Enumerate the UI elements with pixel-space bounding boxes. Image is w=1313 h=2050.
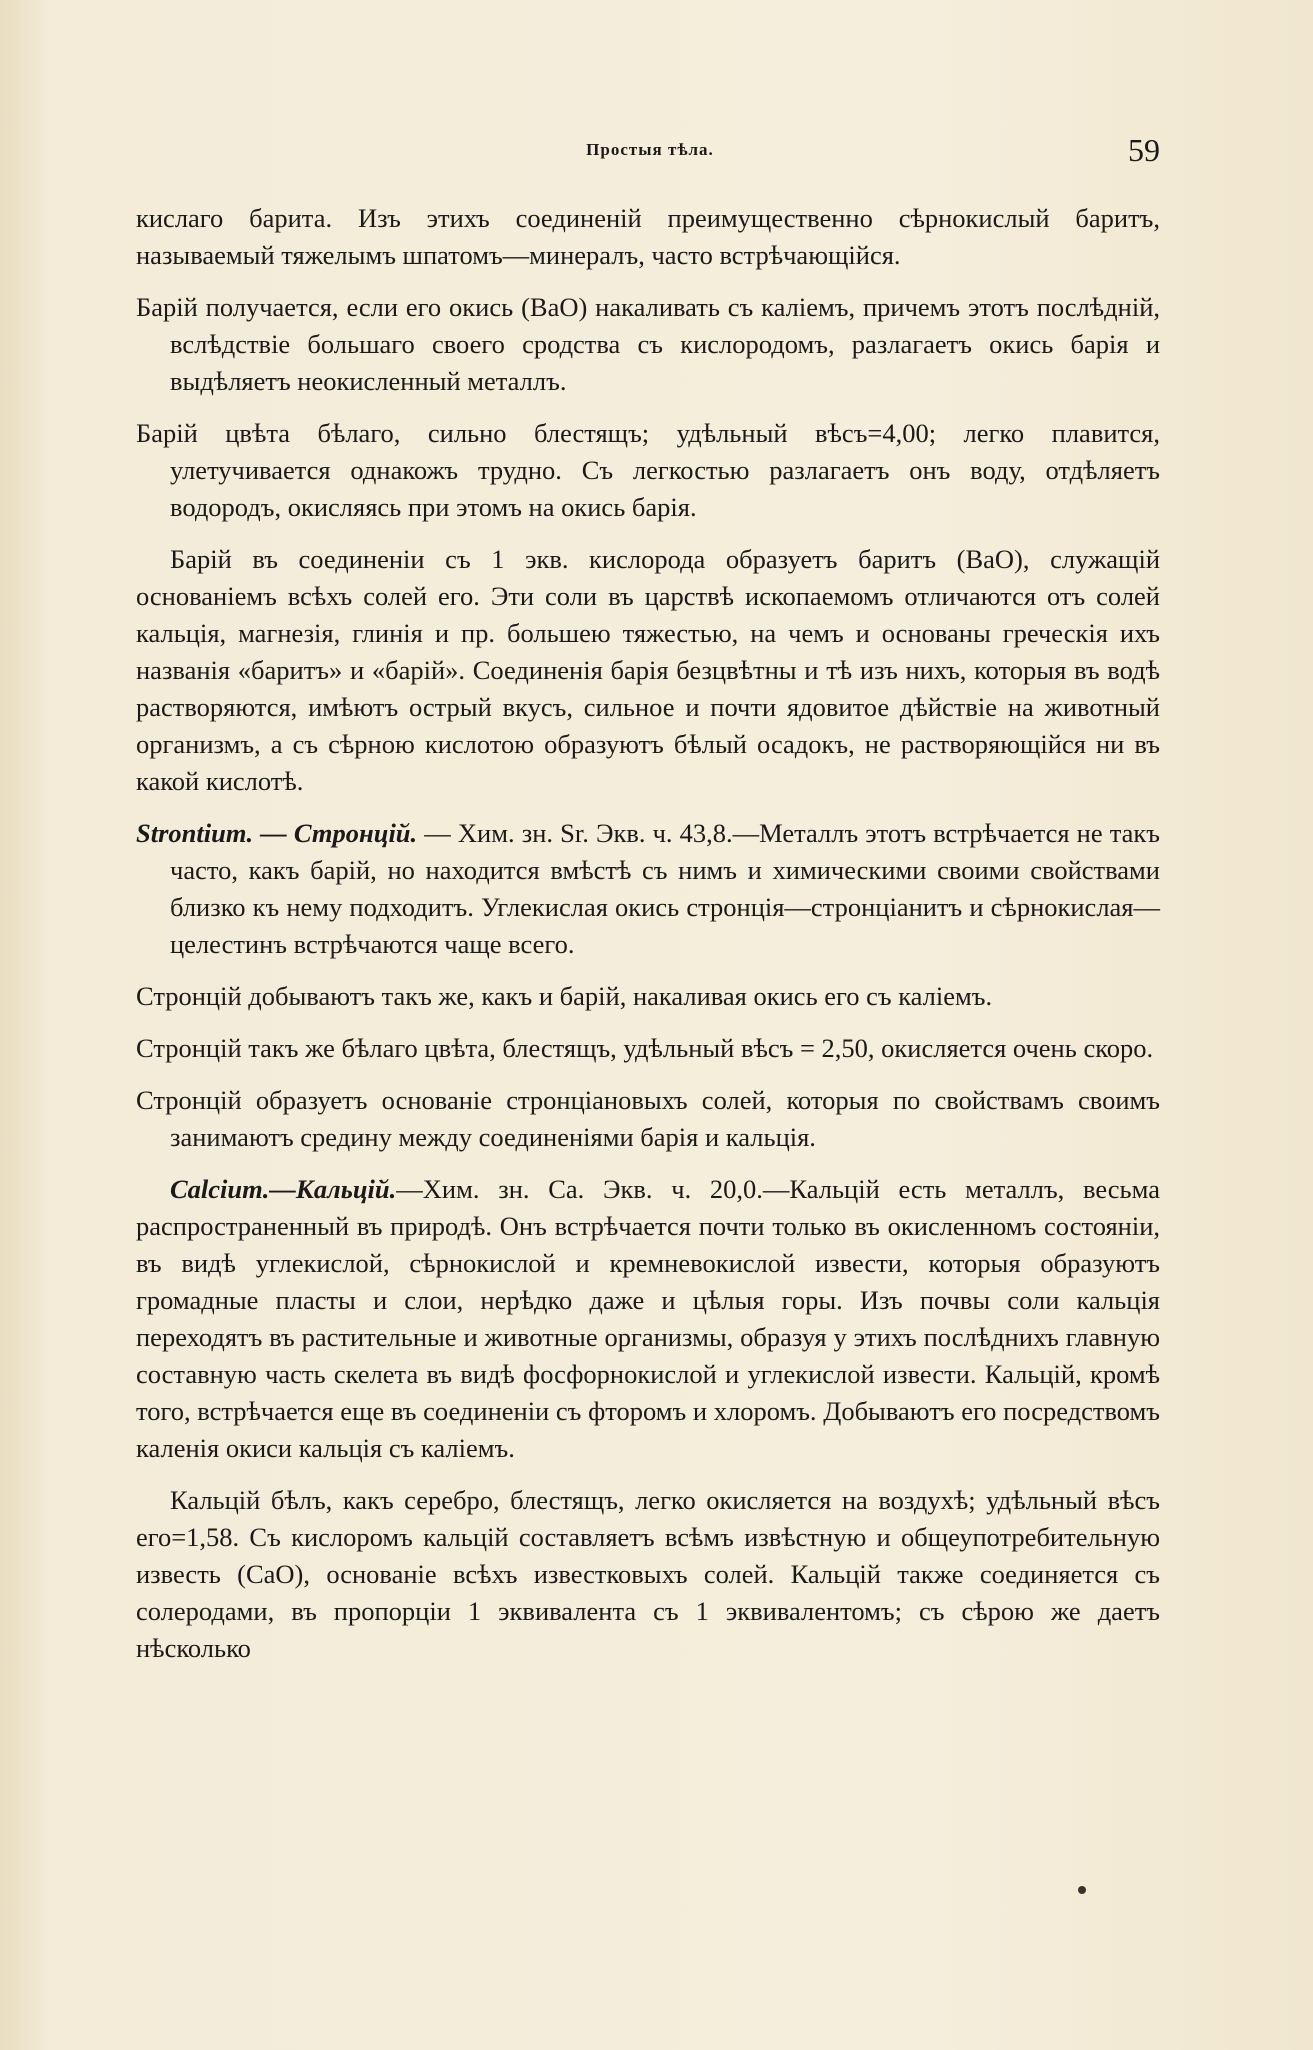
paragraph-barium-preparation: Барій получается, если его окись (BaO) накаливать съ каліемъ, причемъ этотъ послѣдній, вслѣдствіе большаго своего сродства съ кислородомъ, разлагаетъ окись барія и выдѣляетъ неокисленный металлъ. [136, 292, 1160, 396]
paragraph-barite-end: кислаго барита. Изъ этихъ соединеній преимущественно сѣрнокислый баритъ, называемый тяжелымъ шпатомъ—минералъ, часто встрѣчающійся. [136, 203, 1160, 270]
paragraph-strontium-salts: Стронцій образуетъ основаніе стронціановыхъ солей, которыя по свойствамъ своимъ занимаютъ средину между соединеніями барія и кальція. [136, 1085, 1160, 1152]
paragraph-barium-compounds: Барій въ соединеніи съ 1 экв. кислорода образуетъ баритъ (BaO), служащій основаніемъ всѣхъ солей его. Эти соли въ царствѣ ископаемомъ отличаются отъ солей кальція, магнезія, глинія и пр. большею тяжестью, на чемъ и основаны греческія ихъ названія «баритъ» и «барій». Соединенія барія безцвѣтны и тѣ изъ нихъ, которыя въ водѣ растворяются, имѣютъ острый вкусъ, сильное и почти ядовитое дѣйствіе на животный организмъ, а съ сѣрною кислотою образуютъ бѣлый осадокъ, не растворяющійся ни въ какой кислотѣ. [136, 544, 1160, 796]
paragraph-calcium-properties: Кальцій бѣлъ, какъ серебро, блестящъ, легко окисляется на воздухѣ; удѣльный вѣсъ его=1,58. Съ кислоромъ кальцій составляетъ всѣмъ извѣстную и общеупотребительную известь (CaO), основаніе всѣхъ известковыхъ солей. Кальцій также соединяется съ солеродами, въ пропорціи 1 эквивалента съ 1 эквивалентомъ; съ сѣрою же даетъ нѣсколько [136, 1485, 1160, 1663]
body-text [136, 200, 1160, 1682]
section-label-calcium: Calcium.—Кальцій. [170, 1174, 397, 1204]
paragraph-strontium-properties: Стронцій такъ же бѣлаго цвѣта, блестящъ, удѣльный вѣсъ = 2,50, окисляется очень скоро. [136, 1033, 1154, 1063]
page-header [140, 132, 1160, 172]
running-head: Простыя тѣла. [586, 140, 714, 159]
section-label-strontium: Strontium. — Стронцій. [136, 818, 418, 848]
paragraph-strontium-preparation: Стронцій добываютъ такъ же, какъ и барій, накаливая окись его съ каліемъ. [136, 981, 993, 1011]
page-number: 59 [1128, 132, 1160, 168]
paragraph-calcium: Calcium.—Кальцій.—Хим. зн. Ca. Экв. ч. 20,0.—Кальцій есть металлъ, весьма распространенный въ природѣ. Онъ встрѣчается почти только въ окисленномъ состояніи, въ видѣ углекислой, сѣрнокислой и кремневокислой извести, которыя образуютъ громадные пласты и слои, нерѣдко даже и цѣлыя горы. Изъ почвы соли кальція переходятъ въ растительные и животные организмы, образуя у этихъ послѣднихъ главную составную часть скелета въ видѣ фосфорнокислой и углекислой извести. Кальцій, кромѣ того, встрѣчается еще въ соединеніи съ фторомъ и хлоромъ. Добываютъ его посредствомъ каленія окиси кальція съ каліемъ. [136, 1174, 1160, 1463]
paragraph-barium-properties: Барій цвѣта бѣлаго, сильно блестящъ; удѣльный вѣсъ=4,00; легко плавится, улетучивается однакожъ трудно. Съ легкостью разлагаетъ онъ воду, отдѣляетъ водородъ, окисляясь при этомъ на окись барія. [136, 418, 1160, 522]
ink-speck [1078, 1886, 1086, 1894]
paragraph-strontium: Strontium. — Стронцій. — Хим. зн. Sr. Экв. ч. 43,8.—Металлъ этотъ встрѣчается не такъ часто, какъ барій, но находится вмѣстѣ съ нимъ и химическими своими свойствами близко къ нему подходитъ. Углекислая окись стронція—стронціанитъ и сѣрнокислая—целестинъ встрѣчаются чаще всего. [136, 818, 1160, 959]
